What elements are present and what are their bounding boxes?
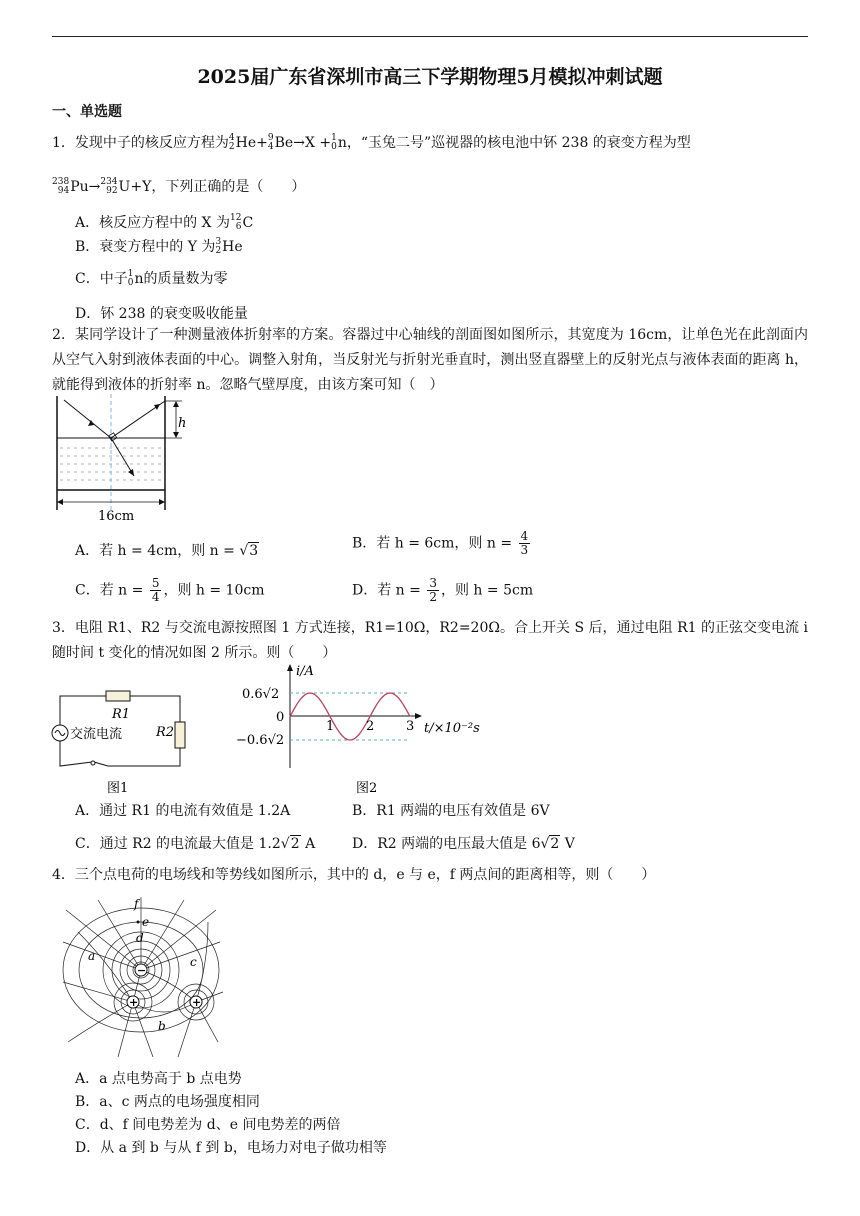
fig2-caption: 图2 <box>356 781 378 796</box>
point-c-label: c <box>190 955 197 969</box>
point-a-label: a <box>88 949 96 963</box>
tick-3: 3 <box>406 719 415 734</box>
q1-stem-line1: 1．发现中子的核反应方程为4 2He+9 4Be→X +1 0n，“玉兔二号”巡视器的核电池中钚 238 的衰变方程为型 <box>52 133 691 152</box>
point-d-label: d <box>136 931 144 945</box>
tick-2: 2 <box>366 719 375 734</box>
positive-charge-right-sign: + <box>192 996 202 1009</box>
q3-option-c[interactable]: C．通过 R2 的电流最大值是 1.2√2 A <box>75 836 316 852</box>
q2-option-c[interactable]: C．若 n = $\frac{5}{4}$ ，则 h = 10cm <box>75 576 265 604</box>
q3-current-graph <box>228 660 488 800</box>
q3-circuit-figure <box>50 686 200 798</box>
tick-1: 1 <box>326 719 335 734</box>
q2-stem: 2．某同学设计了一种测量液体折射率的方案。容器过中心轴线的剖面图如图所示，其宽度为 16cm，让单色光在此剖面内从空气入射到液体表面的中心。调整入射角，当反射光与折射光垂直时，测出竖直器壁上的反射光点与液体表面的距离 h，就能得到液体的折射率 n。忽略气壁厚度，由该方案可知（ ） <box>52 327 808 393</box>
q2-option-d[interactable]: D．若 n = $\frac{3}{2}$ ，则 h = 5cm <box>352 576 534 604</box>
q1-option-b[interactable]: B．衰变方程中的 Y 为3 2He <box>75 237 243 256</box>
q2-option-b[interactable]: B．若 h = 6cm，则 n = $\frac{4}{3}$ <box>352 529 529 557</box>
zero-label: 0 <box>276 710 285 725</box>
q1-option-a[interactable]: A．核反应方程中的 X 为12 6C <box>75 213 254 232</box>
section-heading: 一、单选题 <box>52 104 122 120</box>
q3-option-a[interactable]: A．通过 R1 的电流有效值是 1.2A <box>75 803 291 819</box>
r2-label: R2 <box>156 725 175 740</box>
q2-option-a[interactable]: A．若 h = 4cm，则 n = √3 <box>75 543 259 559</box>
width-label: 16cm <box>98 509 135 524</box>
q3-option-b[interactable]: B．R1 两端的电压有效值是 6V <box>352 803 550 819</box>
q1-option-c[interactable]: C．中子1 0n的质量数为零 <box>75 269 228 288</box>
fig1-caption: 图1 <box>107 781 129 796</box>
source-label: 交流电流 <box>70 727 123 742</box>
h-label: h <box>178 416 187 431</box>
q1-option-d[interactable]: D．钚 238 的衰变吸收能量 <box>75 306 248 322</box>
r1-resistor <box>106 691 130 701</box>
point-e-label: e <box>142 915 150 929</box>
point-b-label: b <box>158 1019 166 1033</box>
r2-resistor <box>175 722 185 748</box>
top-rule <box>52 36 808 37</box>
q4-field-figure <box>58 892 228 1062</box>
q3-stem: 3．电阻 R1、R2 与交流电源按照图 1 方式连接，R1=10Ω，R2=20Ω。合上开关 S 后，通过电阻 R1 的正弦交变电流 i 随时间 t 变化的情况如图 2 所示。则（ ） <box>52 620 808 661</box>
negative-charge-sign: − <box>137 964 147 977</box>
positive-charge-left-sign: + <box>129 996 139 1009</box>
y-axis-label: i/A <box>296 664 314 679</box>
q4-option-d[interactable]: D．从 a 到 b 与从 f 到 b，电场力对电子做功相等 <box>75 1140 387 1156</box>
x-axis-label: t/×10⁻²s <box>424 721 480 736</box>
r1-label: R1 <box>112 707 131 722</box>
y-max-label: 0.6√2 <box>242 687 280 702</box>
incident-ray <box>64 400 111 438</box>
page-title: 2025届广东省深圳市高三下学期物理5月模拟冲刺试题 <box>197 66 663 88</box>
y-min-label: −0.6√2 <box>236 733 285 748</box>
q2-container-figure <box>50 392 200 524</box>
q3-option-d[interactable]: D．R2 两端的电压最大值是 6√2 V <box>352 836 575 852</box>
refracted-ray <box>111 438 134 476</box>
q4-stem: 4．三个点电荷的电场线和等势线如图所示，其中的 d，e 与 e，f 两点间的距离相等，则（ ） <box>52 867 656 883</box>
q1-stem-line2: 238 94Pu→234 92U+Y，下列正确的是（ ） <box>52 177 306 196</box>
point-f-label: f <box>134 897 139 911</box>
q4-option-b[interactable]: B．a、c 两点的电场强度相同 <box>75 1094 260 1110</box>
q4-option-a[interactable]: A．a 点电势高于 b 点电势 <box>75 1071 242 1087</box>
q4-option-c[interactable]: C．d、f 间电势差为 d、e 间电势差的两倍 <box>75 1117 341 1133</box>
